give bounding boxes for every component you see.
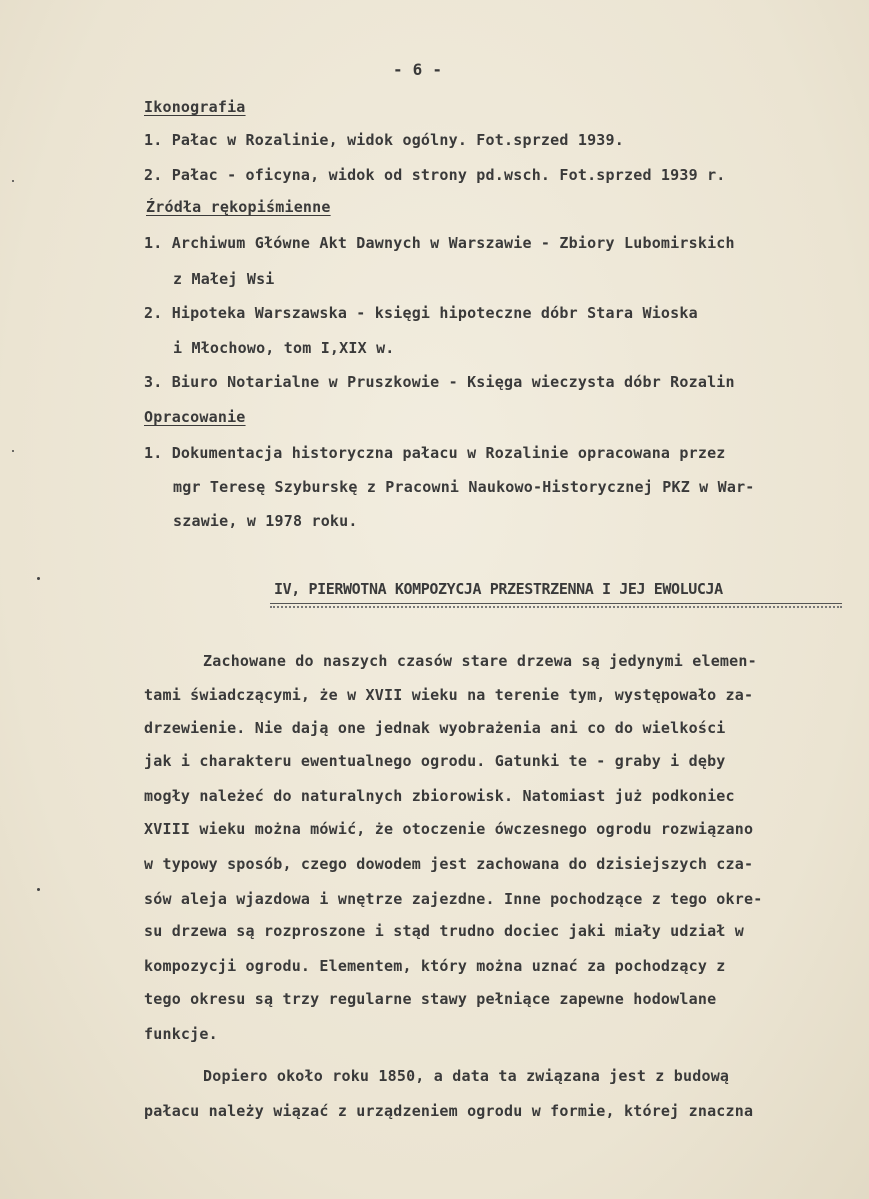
body-line: drzewienie. Nie dają one jednak wyobrażenia ani co do wielkości <box>144 719 726 737</box>
body-line: Zachowane do naszych czasów stare drzewa są jedynymi elemen- <box>203 652 757 670</box>
iconography-item-1: 1. Pałac w Rozalinie, widok ogólny. Fot.sprzed 1939. <box>144 131 624 149</box>
body-line: pałacu należy wiązać z urządzeniem ogrodu w formie, której znaczna <box>144 1102 754 1120</box>
page-number: - 6 - <box>393 60 443 79</box>
manuscripts-line-3: 2. Hipoteka Warszawska - księgi hipoteczne dóbr Stara Wioska <box>144 304 698 322</box>
body-line: kompozycji ogrodu. Elementem, który można uznać za pochodzący z <box>144 957 726 975</box>
body-line: su drzewa są rozproszone i stąd trudno dociec jaki miały udział w <box>144 922 744 940</box>
scan-speck <box>12 450 14 452</box>
scan-speck <box>37 577 40 580</box>
body-line: mogły należeć do naturalnych zbiorowisk. Natomiast już podkoniec <box>144 787 735 805</box>
studies-line-2: mgr Teresę Szyburskę z Pracowni Naukowo-Historycznej PKZ w War- <box>173 478 755 496</box>
body-line: XVIII wieku można mówić, że otoczenie ówczesnego ogrodu rozwiązano <box>144 820 754 838</box>
studies-heading: Opracowanie <box>144 408 246 426</box>
manuscripts-heading: Źródła rękopiśmienne <box>146 198 331 216</box>
body-line: tami świadczącymi, że w XVII wieku na terenie tym, występowało za- <box>144 686 754 704</box>
body-line: funkcje. <box>144 1025 218 1043</box>
iconography-item-2: 2. Pałac - oficyna, widok od strony pd.wsch. Fot.sprzed 1939 r. <box>144 166 726 184</box>
manuscripts-line-1: 1. Archiwum Główne Akt Dawnych w Warszawie - Zbiory Lubomirskich <box>144 234 735 252</box>
scan-speck <box>12 180 14 182</box>
manuscripts-line-2: z Małej Wsi <box>173 270 275 288</box>
body-line: w typowy sposób, czego dowodem jest zachowana do dzisiejszych cza- <box>144 855 754 873</box>
body-line: jak i charakteru ewentualnego ogrodu. Gatunki te - graby i dęby <box>144 752 726 770</box>
scan-speck <box>37 888 40 891</box>
iconography-heading: Ikonografia <box>144 98 246 116</box>
chapter-title: IV, PIERWOTNA KOMPOZYCJA PRZESTRZENNA I JEJ EWOLUCJA <box>274 580 723 598</box>
studies-line-1: 1. Dokumentacja historyczna pałacu w Rozalinie opracowana przez <box>144 444 726 462</box>
manuscripts-line-4: i Młochowo, tom I,XIX w. <box>173 339 395 357</box>
body-line: Dopiero około roku 1850, a data ta związana jest z budową <box>203 1067 730 1085</box>
studies-line-3: szawie, w 1978 roku. <box>173 512 358 530</box>
chapter-underline <box>270 603 842 604</box>
chapter-underline-dotted <box>270 606 842 608</box>
manuscripts-line-5: 3. Biuro Notarialne w Pruszkowie - Księga wieczysta dóbr Rozalin <box>144 373 735 391</box>
body-line: tego okresu są trzy regularne stawy pełniące zapewne hodowlane <box>144 990 717 1008</box>
body-line: sów aleja wjazdowa i wnętrze zajezdne. Inne pochodzące z tego okre- <box>144 890 763 908</box>
